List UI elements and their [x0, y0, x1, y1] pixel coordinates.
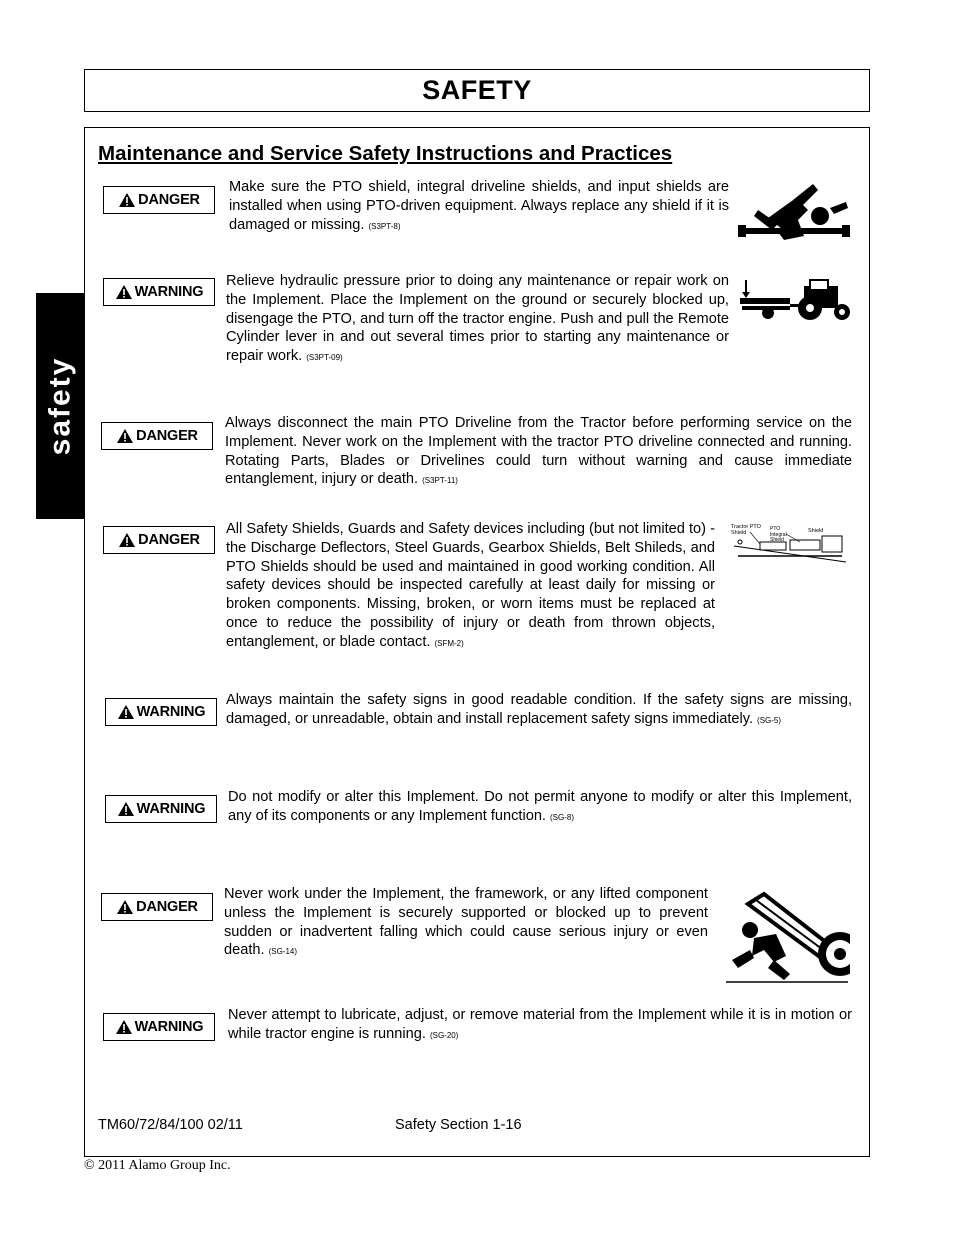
safety-message — [228, 788, 852, 828]
message-text: Do not modify or alter this Implement. Do not permit anyone to modify or alter this Implement, any of its components or any Implement function. — [228, 789, 852, 824]
warning-triangle-icon — [117, 704, 135, 720]
safety-message — [226, 272, 729, 368]
crushing-hazard-illustration — [724, 890, 850, 984]
warning-triangle-icon — [118, 532, 136, 548]
safety-message — [225, 414, 852, 491]
danger-badge — [103, 186, 215, 214]
safety-message — [226, 691, 852, 731]
warning-triangle-icon — [115, 284, 133, 300]
safety-message — [224, 885, 708, 962]
message-code: (S3PT-11) — [422, 476, 458, 486]
warning-triangle-icon — [115, 1019, 133, 1035]
signal-word: WARNING — [134, 284, 204, 300]
warning-badge — [105, 795, 217, 823]
message-text: Always maintain the safety signs in good readable condition. If the safety signs are missing, damaged, or unreadable, obtain and install replacement safety signs immediately. — [226, 692, 852, 727]
warning-triangle-icon — [117, 801, 135, 817]
shield-diagram — [730, 522, 850, 570]
warning-badge — [103, 1013, 215, 1041]
signal-word: DANGER — [138, 532, 200, 548]
message-code: (SFM-2) — [434, 638, 464, 648]
signal-word: WARNING — [134, 1019, 204, 1035]
signal-word: WARNING — [136, 801, 206, 817]
message-text: Always disconnect the main PTO Driveline from the Tractor before performing service on the Implement. Never work on the Implement with the tractor PTO driveline connected and running. Rotating Parts, Blades or Drivelines could turn without warning and cause immediate entanglement, injury or death. — [225, 415, 852, 488]
danger-badge — [101, 422, 213, 450]
diagram-label: Shield — [808, 528, 824, 534]
message-code: (SG-20) — [429, 1030, 459, 1040]
warning-badge — [103, 278, 215, 306]
danger-badge — [101, 893, 213, 921]
warning-triangle-icon — [116, 428, 134, 444]
signal-word: DANGER — [136, 899, 198, 915]
danger-badge — [103, 526, 215, 554]
message-text: Never attempt to lubricate, adjust, or remove material from the Implement while it is in motion or while tractor engine is running. — [228, 1007, 852, 1042]
safety-message — [229, 178, 729, 236]
copyright: © 2011 Alamo Group Inc. — [84, 1158, 231, 1173]
side-tab-label: safety — [43, 356, 76, 456]
header-box — [84, 69, 870, 112]
safety-message — [228, 1006, 852, 1046]
warning-badge — [105, 698, 217, 726]
diagram-label: PTO Integral Shield — [770, 526, 787, 543]
message-code: (S3PT-8) — [368, 221, 401, 231]
message-code: (SG-8) — [549, 812, 574, 822]
entanglement-illustration — [738, 180, 850, 245]
diagram-label: Tractor PTO Shield — [731, 524, 761, 536]
signal-word: DANGER — [138, 192, 200, 208]
warning-triangle-icon — [116, 899, 134, 915]
side-tab — [36, 293, 84, 519]
message-text: Relieve hydraulic pressure prior to doing any maintenance or repair work on the Implement. Place the Implement on the ground or securely blocked up, disengage the PTO, and turn off the tractor engine. Push and pull the Remote Cylinder lever in and out several times prior to starting any maintenance or repair work. — [226, 273, 729, 365]
warning-triangle-icon — [118, 192, 136, 208]
footer-section: Safety Section 1-16 — [395, 1117, 522, 1133]
message-code: (S3PT-09) — [306, 353, 343, 363]
message-text: Make sure the PTO shield, integral driveline shields, and input shields are installed when using PTO-driven equipment. Always replace any shield if it is damaged or missing. — [229, 179, 729, 233]
page-title: SAFETY — [422, 75, 532, 105]
message-code: (SG-5) — [757, 715, 782, 725]
message-text: All Safety Shields, Guards and Safety devices including (but not limited to) - the Discharge Deflectors, Steel Guards, Gearbox Shields, Belt Shileds, and PTO Shields should be used and maintained in good working condition. All safety devices should be inspected carefully at least daily for missing or broken components. Missing, broken, or worn items must be replaced at once to reduce the possibility of injury or death from thrown objects, entanglement, or blade contact. — [226, 521, 715, 650]
signal-word: WARNING — [136, 704, 206, 720]
safety-message — [226, 520, 715, 654]
message-text: Never work under the Implement, the framework, or any lifted component unless the Implement is securely supported or blocked up to prevent sudden or inadvertent falling which could cause serious injury or even death. — [224, 886, 708, 959]
tractor-implement-illustration — [738, 276, 852, 322]
section-heading: Maintenance and Service Safety Instructions and Practices — [98, 142, 673, 165]
footer-model: TM60/72/84/100 02/11 — [98, 1117, 243, 1133]
message-code: (SG-14) — [268, 947, 298, 957]
signal-word: DANGER — [136, 428, 198, 444]
